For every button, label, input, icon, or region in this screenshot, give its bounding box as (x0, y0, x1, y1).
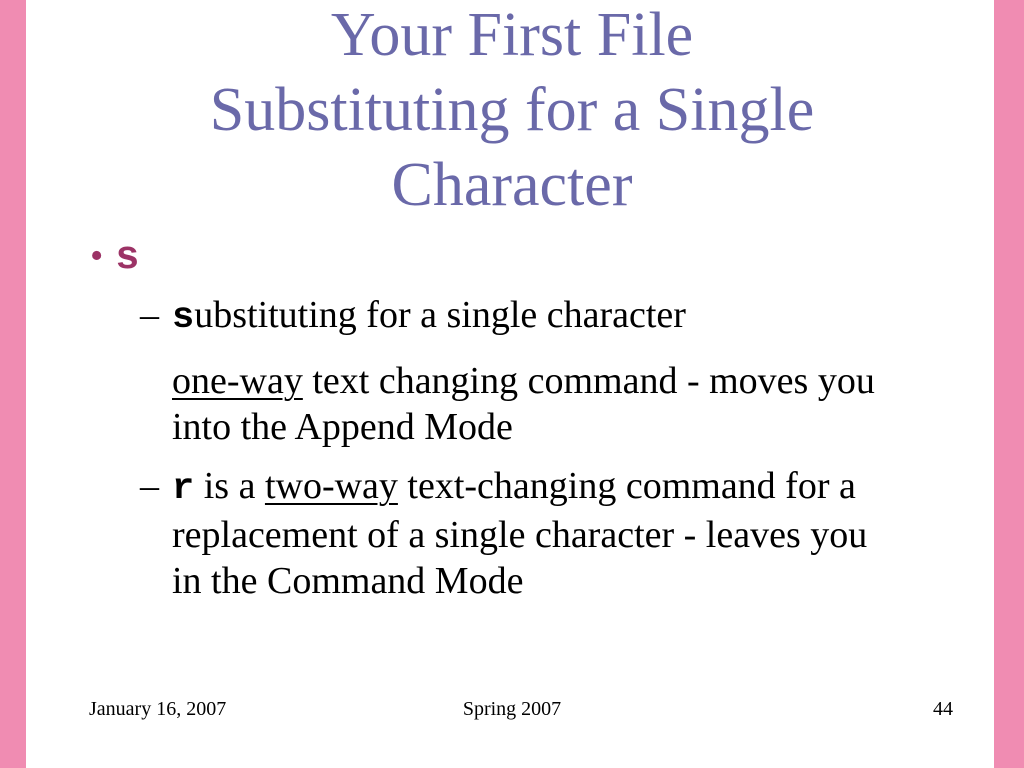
footer-page-number: 44 (933, 698, 953, 720)
subitem-r-line3: in the Command Mode (172, 560, 524, 602)
page-edge-right (994, 0, 1024, 768)
underlined-one-way: one-way (172, 360, 303, 402)
sub-bullet-list (140, 292, 950, 604)
subitem-r-text: text-changing command for a (397, 465, 856, 507)
footer-term: Spring 2007 (462, 698, 562, 720)
footer-date: January 16, 2007 (89, 698, 227, 720)
paragraph-one-way-text: text changing command - moves you (302, 360, 875, 402)
command-s: s (115, 236, 140, 281)
title-line-3: Character (391, 151, 633, 219)
slide-footer (0, 698, 1024, 726)
dash-marker: – (140, 465, 159, 507)
slide-title (30, 0, 994, 223)
underlined-two-way: two-way (264, 465, 398, 507)
title-line-2: Substituting for a Single (209, 76, 815, 144)
bullet-s (90, 233, 139, 282)
bullet-dot: • (90, 235, 104, 277)
page-edge-left (0, 0, 26, 768)
subitem-substituting-line (172, 292, 950, 341)
subitem-r-line1 (172, 463, 950, 512)
subitem-r-command (140, 463, 950, 604)
subitem-substituting (140, 292, 950, 341)
paragraph-one-way (140, 358, 950, 450)
dash-marker: – (140, 294, 159, 336)
paragraph-one-way-line2: into the Append Mode (172, 406, 513, 448)
inline-command-r: r (172, 468, 195, 510)
inline-command-s: s (172, 297, 195, 339)
subitem-r-line2: replacement of a single character - leaves you (172, 514, 868, 556)
paragraph-one-way-line1 (172, 358, 950, 404)
subitem-r-mid: is a (194, 465, 265, 507)
subitem-substituting-text: ubstituting for a single character (194, 294, 686, 336)
title-line-1: Your First File (330, 1, 694, 69)
